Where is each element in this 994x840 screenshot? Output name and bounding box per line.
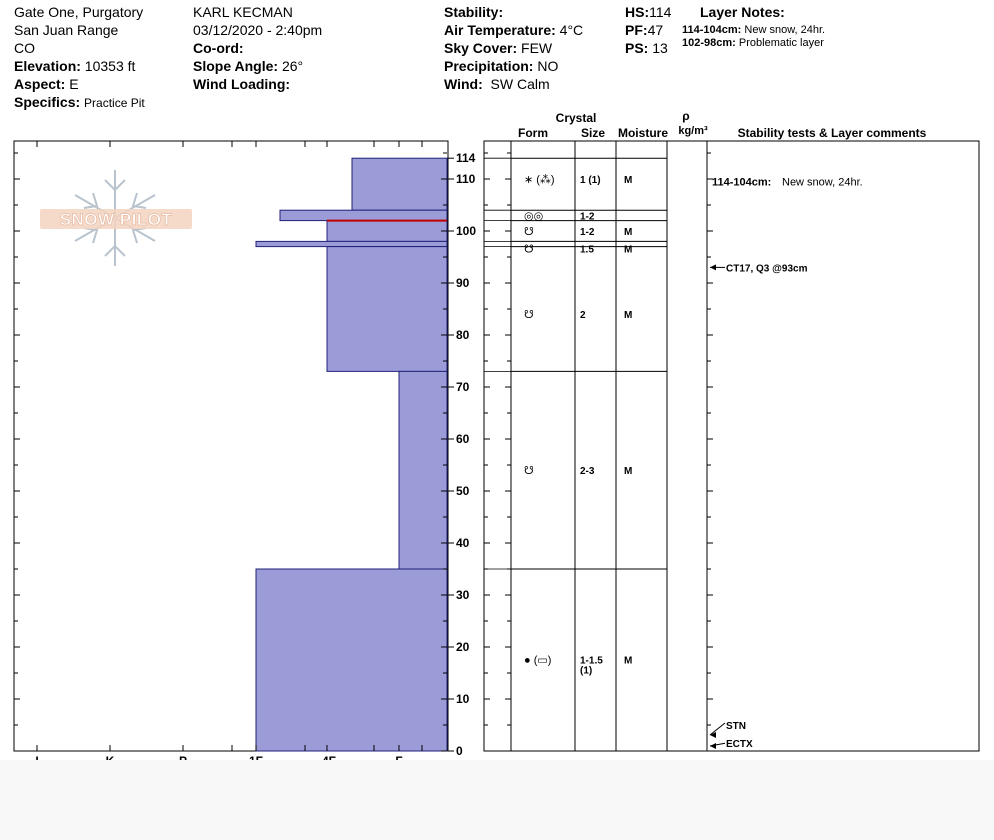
arrow-head [710, 743, 716, 749]
crystal-moisture: M [624, 466, 633, 478]
hardness-layer [280, 210, 447, 220]
air-temperature: Air Temperature: 4°C [444, 22, 584, 38]
footer-area [0, 760, 994, 840]
hardness-layer [327, 247, 447, 372]
comments-header: Stability tests & Layer comments [737, 126, 927, 140]
y-tick-label: 50 [456, 484, 470, 498]
specifics: Specifics: Practice Pit [14, 94, 145, 110]
moisture-header: Moisture [617, 126, 669, 140]
y-tick-label: 60 [456, 432, 470, 446]
hardness-layer [327, 221, 447, 242]
crystal-moisture: M [624, 310, 633, 322]
comment-label: STN [726, 721, 746, 732]
crystal-form: ● (▭) [524, 654, 552, 667]
range-name: San Juan Range [14, 22, 119, 38]
elevation: Elevation: 10353 ft [14, 58, 136, 74]
hardness-layer [399, 371, 447, 569]
crystal-moisture: M [624, 655, 633, 667]
y-tick-label: 70 [456, 380, 470, 394]
crystal-moisture: M [624, 175, 633, 186]
state-name: CO [14, 40, 35, 56]
density-unit-header: kg/m³ [678, 125, 708, 137]
y-tick-label: 80 [456, 328, 470, 342]
crystal-form: ◎◎ [524, 210, 544, 223]
sky-cover: Sky Cover: FEW [444, 40, 553, 56]
aspect: Aspect: E [14, 76, 79, 92]
stability-label: Stability: [444, 4, 504, 20]
rho-header: ρ [682, 109, 690, 123]
y-tick-label: 20 [456, 640, 470, 654]
comment-label: 114-104cm: [712, 176, 772, 189]
y-tick-label: 40 [456, 536, 470, 550]
size-header: Size [580, 126, 606, 140]
y-tick-label: 10 [456, 692, 470, 706]
crystal-size: 2-3 [580, 466, 595, 478]
crystal-moisture: M [624, 244, 633, 256]
y-tick-label: 30 [456, 588, 470, 602]
table-frame [484, 141, 979, 751]
comment-label: ECTX [726, 739, 753, 751]
wind-loading-label: Wind Loading: [193, 76, 291, 92]
crystal-size: (1) [580, 665, 593, 677]
coord-label: Co-ord: [193, 40, 244, 56]
hardness-layer [256, 569, 447, 751]
y-tick-label: 114 [456, 151, 476, 166]
layer-note: 102-98cm: Problematic layer [682, 37, 824, 49]
layer-notes-title: Layer Notes: [700, 4, 785, 20]
crystal-form: ☋ [524, 465, 534, 478]
observer-name: KARL KECMAN [193, 4, 293, 20]
comment-text: New snow, 24hr. [782, 176, 863, 189]
observation-datetime: 03/12/2020 - 2:40pm [193, 22, 323, 38]
layer-connectors [484, 158, 511, 569]
form-header: Form [518, 126, 548, 140]
comment-arrow [710, 723, 725, 735]
crystal-form: ☋ [524, 243, 534, 256]
pf-value: PF:47 [625, 22, 664, 38]
location-name: Gate One, Purgatory [14, 4, 144, 20]
wind: Wind: SW Calm [444, 76, 550, 92]
hardness-layers [256, 158, 447, 751]
hardness-layer [256, 241, 447, 246]
crystal-size: 1 (1) [580, 175, 601, 186]
comment-label: CT17, Q3 @93cm [726, 263, 808, 275]
y-tick-label: 90 [456, 276, 470, 290]
layer-comments [710, 177, 863, 751]
layer-note: 114-104cm: New snow, 24hr. [682, 24, 826, 36]
precipitation: Precipitation: NO [444, 58, 559, 74]
y-tick-label: 110 [456, 172, 476, 186]
slope-angle: Slope Angle: 26° [193, 58, 304, 74]
crystal-size: 1-2 [580, 211, 595, 223]
crystal-moisture: M [624, 227, 633, 238]
hs-value: HS:114 [625, 4, 672, 20]
arrow-head [710, 264, 716, 270]
crystal-size: 2 [580, 310, 586, 322]
hardness-layer [352, 158, 447, 210]
y-tick-label: 100 [456, 224, 477, 238]
crystal-form: ☋ [524, 309, 534, 322]
logo-text: SNOW PILOT [59, 210, 173, 229]
crystal-form: ☋ [524, 226, 534, 238]
crystal-header: Crystal [555, 111, 597, 125]
crystal-size: 1-1.5 [580, 655, 603, 667]
ps-value: PS: 13 [625, 40, 668, 56]
y-tick-label: 0 [456, 744, 463, 758]
crystal-size: 1-2 [580, 227, 595, 238]
crystal-form: ∗ (⁂) [524, 174, 555, 186]
height-axis [448, 151, 476, 758]
crystal-size: 1.5 [580, 244, 594, 256]
